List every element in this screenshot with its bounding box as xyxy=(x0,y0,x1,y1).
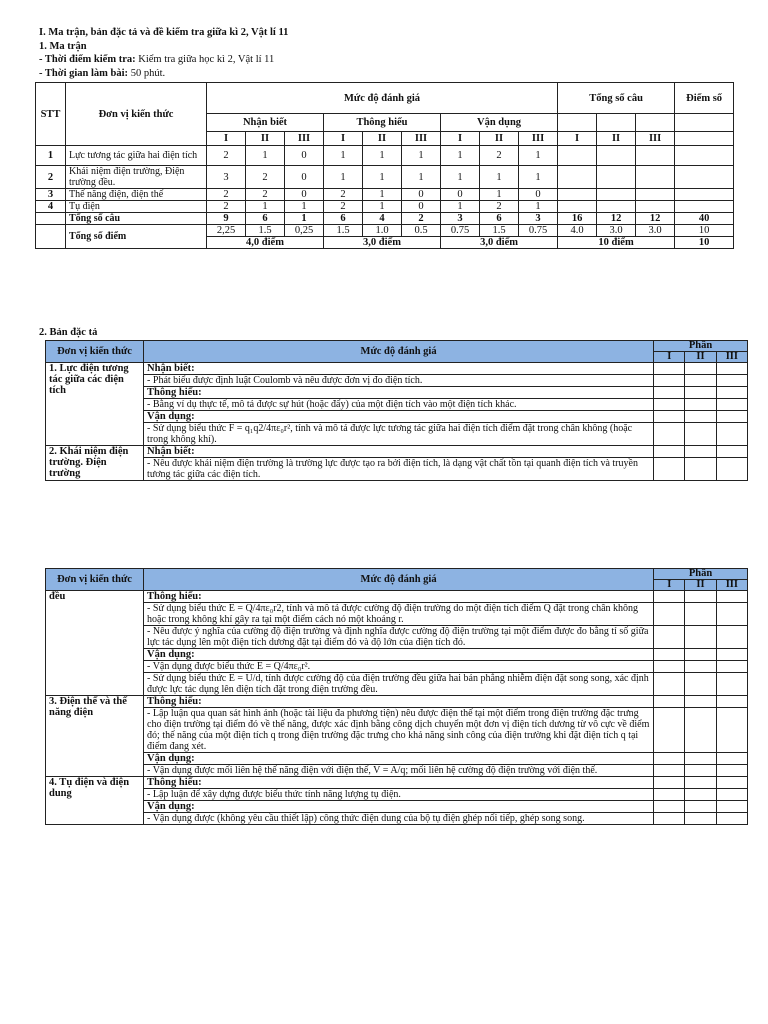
matrix-row-value: 1 xyxy=(324,166,363,189)
spec-part-cell xyxy=(685,375,716,387)
matrix-empty-cell xyxy=(675,189,734,201)
spec-part-cell xyxy=(685,789,716,801)
matrix-empty-cell xyxy=(636,114,675,132)
matrix-empty-cell xyxy=(675,166,734,189)
spec-part-cell xyxy=(654,789,685,801)
matrix-score-sum-th: 3,0 điểm xyxy=(324,237,441,249)
spec-level-label: Vận dụng: xyxy=(144,411,654,423)
spec-part-cell xyxy=(685,603,716,626)
spec-row xyxy=(46,363,748,375)
matrix-empty-cell xyxy=(36,213,66,225)
spec-unit-cell: 4. Tụ điện và điện dung xyxy=(46,777,144,825)
spec-header-roman: I xyxy=(654,352,685,363)
matrix-total-q: 3 xyxy=(519,213,558,225)
spec-part-cell xyxy=(654,375,685,387)
matrix-roman: II xyxy=(363,132,402,146)
matrix-header-stt: STT xyxy=(36,83,66,146)
spec-part-cell xyxy=(654,626,685,649)
spec-part-cell xyxy=(685,661,716,673)
exam-duration-value: 50 phút. xyxy=(128,67,166,79)
matrix-roman: II xyxy=(480,132,519,146)
document-header xyxy=(39,26,288,80)
spec-description: - Lập luận qua quan sát hình ảnh (hoặc tài liệu đa phương tiện) nêu được điện thế tại một điểm trong điện trường đặc trưng cho điện trường tại điểm đó về thế năng, được xác định bằng công dịch chuyển một đơn vị điện tích dương từ vô cực về điểm đó; thế năng của một điện tích q trong điện trường đặc trưng cho khả năng sinh công của điện trường khi đặt điện tích q tại điểm đang xét. xyxy=(144,708,654,753)
spec-part-cell xyxy=(716,411,747,423)
matrix-empty-cell xyxy=(558,114,597,132)
spec-row xyxy=(46,777,748,789)
matrix-total-score-label: Tổng số điểm xyxy=(66,225,207,249)
matrix-row-value: 1 xyxy=(363,166,402,189)
spec-row xyxy=(46,399,748,411)
matrix-total-q: 12 xyxy=(636,213,675,225)
spec-table-1 xyxy=(45,340,748,481)
spec-part-cell xyxy=(654,591,685,603)
matrix-roman: I xyxy=(207,132,246,146)
matrix-total-q: 1 xyxy=(285,213,324,225)
matrix-roman: II xyxy=(246,132,285,146)
matrix-row-value: 0 xyxy=(441,189,480,201)
matrix-row-value: 2 xyxy=(480,201,519,213)
spec-row xyxy=(46,789,748,801)
matrix-roman: I xyxy=(558,132,597,146)
spec-part-cell xyxy=(716,591,747,603)
spec-part-cell xyxy=(654,765,685,777)
spec-description: - Sử dụng biểu thức F = q₁q2/4πε₀r², tính và mô tả được lực tương tác giữa hai điện tích điểm đặt trong chân không (hoặc trong không khí). xyxy=(144,423,654,446)
spec-header-level: Mức độ đánh giá xyxy=(144,341,654,363)
matrix-table xyxy=(35,82,734,249)
matrix-total-q: 9 xyxy=(207,213,246,225)
matrix-roman: II xyxy=(597,132,636,146)
matrix-row-value: 2 xyxy=(207,189,246,201)
matrix-row-value: 2 xyxy=(207,146,246,166)
spec-description: - Nêu được khái niệm điện trường là trường lực được tạo ra bởi điện tích, là dạng vật chất tồn tại quanh điện tích và truyền tương tác giữa các điện tích. xyxy=(144,458,654,481)
matrix-row-value: 2 xyxy=(246,166,285,189)
spec-description: - Sử dụng biểu thức E = U/d, tính được cường độ của điện trường đều giữa hai bản phẳng nhiễm điện đặt song song, xác định được lực tác dụng lên điện tích đặt trong điện trường đều. xyxy=(144,673,654,696)
spec-part-cell xyxy=(716,801,747,813)
spec-part-cell xyxy=(685,591,716,603)
matrix-row xyxy=(36,166,734,189)
spec-table-2-body xyxy=(46,591,748,825)
matrix-empty-cell xyxy=(675,132,734,146)
matrix-row-value: 1 xyxy=(402,166,441,189)
matrix-row xyxy=(36,201,734,213)
spec-header-roman: I xyxy=(654,580,685,591)
matrix-row-unit: Thế năng điện, điện thế xyxy=(66,189,207,201)
matrix-row xyxy=(36,146,734,166)
matrix-roman: I xyxy=(324,132,363,146)
spec-part-cell xyxy=(654,399,685,411)
matrix-total-q: 6 xyxy=(246,213,285,225)
spec-row xyxy=(46,661,748,673)
spec-row xyxy=(46,591,748,603)
spec-header-roman: II xyxy=(685,352,716,363)
matrix-score: 1.5 xyxy=(324,225,363,237)
spec-row xyxy=(46,446,748,458)
spec-description: - Lập luận để xây dựng được biểu thức tính năng lượng tụ điện. xyxy=(144,789,654,801)
matrix-row-value: 1 xyxy=(246,146,285,166)
spec-part-cell xyxy=(654,696,685,708)
spec-row xyxy=(46,411,748,423)
spec-description: - Sử dụng biểu thức E = Q/4πε₀r2, tính và mô tả được cường độ điện trường do một điện tích điểm Q đặt trong chân không hoặc trong không khí gây ra tại một điểm cách nó một khoảng r. xyxy=(144,603,654,626)
matrix-empty-cell xyxy=(558,146,597,166)
spec-header-part: Phần xyxy=(654,341,748,352)
exam-time-line xyxy=(39,53,288,67)
matrix-data-rows xyxy=(36,146,734,213)
spec-unit-cell: 1. Lực điện tương tác giữa các điện tích xyxy=(46,363,144,446)
spec-part-cell xyxy=(716,673,747,696)
matrix-row-stt: 2 xyxy=(36,166,66,189)
spec-part-cell xyxy=(716,753,747,765)
spec-part-cell xyxy=(685,626,716,649)
spec-part-cell xyxy=(654,753,685,765)
matrix-row-value: 2 xyxy=(324,201,363,213)
matrix-empty-cell xyxy=(675,114,734,132)
spec-unit-cell: đều xyxy=(46,591,144,696)
matrix-score: 10 xyxy=(675,225,734,237)
matrix-total-q: 2 xyxy=(402,213,441,225)
spec-part-cell xyxy=(685,813,716,825)
spec-part-cell xyxy=(654,708,685,753)
spec-description: - Phát biểu được định luật Coulomb và nêu được đơn vị đo điện tích. xyxy=(144,375,654,387)
matrix-empty-cell xyxy=(636,146,675,166)
matrix-empty-cell xyxy=(675,146,734,166)
matrix-row-value: 1 xyxy=(324,146,363,166)
spec-level-label: Vận dụng: xyxy=(144,801,654,813)
spec-part-cell xyxy=(716,661,747,673)
matrix-row-value: 2 xyxy=(480,146,519,166)
section-2-title: 2. Bản đặc tả xyxy=(39,327,98,338)
matrix-header-score: Điểm số xyxy=(675,83,734,114)
spec-part-cell xyxy=(716,777,747,789)
matrix-empty-cell xyxy=(597,189,636,201)
spec-header-roman: II xyxy=(685,580,716,591)
spec-table-2 xyxy=(45,568,748,825)
spec-part-cell xyxy=(654,673,685,696)
matrix-row-value: 0 xyxy=(519,189,558,201)
matrix-score: 3.0 xyxy=(636,225,675,237)
matrix-row-stt: 1 xyxy=(36,146,66,166)
spec-part-cell xyxy=(685,423,716,446)
spec-part-cell xyxy=(685,411,716,423)
spec-row xyxy=(46,765,748,777)
matrix-score-sum-final: 10 xyxy=(675,237,734,249)
matrix-score: 3.0 xyxy=(597,225,636,237)
matrix-row-value: 1 xyxy=(441,201,480,213)
matrix-row-value: 0 xyxy=(402,189,441,201)
spec-part-cell xyxy=(716,423,747,446)
matrix-empty-cell xyxy=(636,189,675,201)
spec-row xyxy=(46,423,748,446)
spec-part-cell xyxy=(654,649,685,661)
document-title: I. Ma trận, bản đặc tả và đề kiểm tra giữa kì 2, Vật lí 11 xyxy=(39,27,289,38)
matrix-empty-cell xyxy=(558,166,597,189)
spec-part-cell xyxy=(685,696,716,708)
matrix-header-thong-hieu: Thông hiểu xyxy=(324,114,441,132)
spec-description: - Nêu được ý nghĩa của cường độ điện trường và định nghĩa được cường độ điện trường tại một điểm được đo bằng tỉ số giữa lực tác dụng lên một điện tích dương đặt tại điểm đó và độ lớn của điện tích đó. xyxy=(144,626,654,649)
matrix-row-value: 3 xyxy=(207,166,246,189)
spec-part-cell xyxy=(685,708,716,753)
matrix-row-value: 1 xyxy=(363,189,402,201)
matrix-row-value: 0 xyxy=(285,189,324,201)
spec-part-cell xyxy=(654,603,685,626)
matrix-row-value: 1 xyxy=(519,166,558,189)
matrix-row-value: 1 xyxy=(480,166,519,189)
matrix-total-q: 40 xyxy=(675,213,734,225)
spec-part-cell xyxy=(654,423,685,446)
spec-part-cell xyxy=(716,813,747,825)
spec-part-cell xyxy=(685,777,716,789)
spec-part-cell xyxy=(654,446,685,458)
spec-part-cell xyxy=(654,813,685,825)
matrix-row-value: 1 xyxy=(480,189,519,201)
matrix-row-value: 1 xyxy=(519,201,558,213)
spec-part-cell xyxy=(716,789,747,801)
spec-part-cell xyxy=(716,399,747,411)
spec-level-label: Thông hiểu: xyxy=(144,696,654,708)
matrix-row-value: 1 xyxy=(441,146,480,166)
matrix-empty-cell xyxy=(597,201,636,213)
spec-header-part: Phần xyxy=(654,569,748,580)
matrix-score: 0.75 xyxy=(441,225,480,237)
spec-part-cell xyxy=(685,649,716,661)
matrix-roman: III xyxy=(285,132,324,146)
matrix-header-unit: Đơn vị kiến thức xyxy=(66,83,207,146)
spec-unit-cell: 3. Điện thế và thế năng điện xyxy=(46,696,144,777)
matrix-row-unit: Lực tương tác giữa hai điện tích xyxy=(66,146,207,166)
spec-part-cell xyxy=(716,765,747,777)
spec-description: - Bằng ví dụ thực tế, mô tả được sự hút (hoặc đẩy) của một điện tích vào một điện tích khác. xyxy=(144,399,654,411)
matrix-total-q: 4 xyxy=(363,213,402,225)
spec-row xyxy=(46,603,748,626)
spec-level-label: Thông hiểu: xyxy=(144,591,654,603)
matrix-score-sum-total: 10 điểm xyxy=(558,237,675,249)
exam-duration-line xyxy=(39,67,288,81)
matrix-row-value: 1 xyxy=(441,166,480,189)
spec-level-label: Nhận biết: xyxy=(144,446,654,458)
matrix-total-q: 6 xyxy=(324,213,363,225)
matrix-row-value: 1 xyxy=(285,201,324,213)
spec-part-cell xyxy=(716,387,747,399)
spec-part-cell xyxy=(685,458,716,481)
spec-unit-cell: 2. Khái niệm điện trường. Điện trường xyxy=(46,446,144,481)
spec-header-roman: III xyxy=(716,580,747,591)
matrix-score: 0.75 xyxy=(519,225,558,237)
matrix-header-level: Mức độ đánh giá xyxy=(207,83,558,114)
matrix-row-value: 1 xyxy=(246,201,285,213)
matrix-empty-cell xyxy=(597,114,636,132)
spec-level-label: Thông hiểu: xyxy=(144,777,654,789)
exam-duration-label: - Thời gian làm bài: xyxy=(39,67,129,79)
spec-part-cell xyxy=(654,801,685,813)
spec-part-cell xyxy=(716,626,747,649)
matrix-empty-cell xyxy=(636,166,675,189)
matrix-header-van-dung: Vận dụng xyxy=(441,114,558,132)
matrix-score: 2,25 xyxy=(207,225,246,237)
spec-row xyxy=(46,708,748,753)
spec-level-label: Vận dụng: xyxy=(144,753,654,765)
matrix-total-q: 6 xyxy=(480,213,519,225)
matrix-roman: III xyxy=(636,132,675,146)
matrix-row-unit: Khái niệm điện trường, Điện trường đều. xyxy=(66,166,207,189)
matrix-header-nhan-biet: Nhận biết xyxy=(207,114,324,132)
matrix-empty-cell xyxy=(675,201,734,213)
spec-part-cell xyxy=(654,411,685,423)
matrix-score: 1.0 xyxy=(363,225,402,237)
matrix-score: 0.5 xyxy=(402,225,441,237)
matrix-total-q: 16 xyxy=(558,213,597,225)
section-1-title: 1. Ma trận xyxy=(39,40,87,52)
spec-row xyxy=(46,458,748,481)
matrix-row xyxy=(36,189,734,201)
matrix-row-value: 2 xyxy=(207,201,246,213)
spec-part-cell xyxy=(685,753,716,765)
spec-part-cell xyxy=(716,708,747,753)
spec-part-cell xyxy=(685,801,716,813)
matrix-score: 0,25 xyxy=(285,225,324,237)
spec-header-level: Mức độ đánh giá xyxy=(144,569,654,591)
spec-part-cell xyxy=(654,363,685,375)
spec-part-cell xyxy=(716,603,747,626)
matrix-row-value: 2 xyxy=(324,189,363,201)
matrix-score: 4.0 xyxy=(558,225,597,237)
spec-part-cell xyxy=(654,777,685,789)
spec-table-1-body xyxy=(46,363,748,481)
spec-header-roman: III xyxy=(716,352,747,363)
spec-part-cell xyxy=(716,375,747,387)
spec-level-label: Thông hiểu: xyxy=(144,387,654,399)
matrix-row-value: 1 xyxy=(402,146,441,166)
spec-part-cell xyxy=(685,399,716,411)
matrix-roman: I xyxy=(441,132,480,146)
matrix-score-sum-nb: 4,0 điểm xyxy=(207,237,324,249)
matrix-row-value: 0 xyxy=(402,201,441,213)
matrix-total-q: 3 xyxy=(441,213,480,225)
spec-row xyxy=(46,626,748,649)
spec-row xyxy=(46,801,748,813)
spec-row xyxy=(46,673,748,696)
matrix-row-unit: Tụ điện xyxy=(66,201,207,213)
spec-part-cell xyxy=(716,649,747,661)
matrix-empty-cell xyxy=(36,225,66,249)
matrix-header-total-questions: Tổng số câu xyxy=(558,83,675,114)
spec-description: - Vận dụng được (không yêu cầu thiết lập) công thức điện dung của bộ tụ điện ghép nối tiếp, ghép song song. xyxy=(144,813,654,825)
spec-row xyxy=(46,696,748,708)
matrix-total-q: 12 xyxy=(597,213,636,225)
spec-level-label: Nhận biết: xyxy=(144,363,654,375)
spec-row xyxy=(46,753,748,765)
matrix-empty-cell xyxy=(558,201,597,213)
matrix-empty-cell xyxy=(597,146,636,166)
spec-part-cell xyxy=(685,673,716,696)
matrix-row-stt: 3 xyxy=(36,189,66,201)
spec-part-cell xyxy=(654,661,685,673)
spec-header-unit: Đơn vị kiến thức xyxy=(46,569,144,591)
matrix-score-sum-vd: 3,0 điểm xyxy=(441,237,558,249)
spec-part-cell xyxy=(685,387,716,399)
spec-description: - Vận dụng được biểu thức E = Q/4πε₀r². xyxy=(144,661,654,673)
matrix-row-value: 1 xyxy=(363,146,402,166)
spec-description: - Vận dụng được mối liên hệ thế năng điện với điện thế, V = A/q; mối liên hệ cường độ điện trường với điện thế. xyxy=(144,765,654,777)
spec-part-cell xyxy=(654,458,685,481)
spec-part-cell xyxy=(654,387,685,399)
spec-part-cell xyxy=(685,446,716,458)
matrix-score: 1.5 xyxy=(480,225,519,237)
matrix-empty-cell xyxy=(558,189,597,201)
spec-part-cell xyxy=(685,363,716,375)
spec-level-label: Vận dụng: xyxy=(144,649,654,661)
matrix-empty-cell xyxy=(597,166,636,189)
exam-time-label: - Thời điểm kiểm tra: xyxy=(39,54,136,65)
matrix-score: 1.5 xyxy=(246,225,285,237)
spec-part-cell xyxy=(716,363,747,375)
spec-part-cell xyxy=(716,446,747,458)
matrix-empty-cell xyxy=(636,201,675,213)
exam-time-value: Kiểm tra giữa học kì 2, Vật lí 11 xyxy=(135,54,275,65)
matrix-row-value: 1 xyxy=(363,201,402,213)
spec-row xyxy=(46,375,748,387)
matrix-row-stt: 4 xyxy=(36,201,66,213)
matrix-roman: III xyxy=(402,132,441,146)
matrix-row-value: 0 xyxy=(285,166,324,189)
matrix-total-questions-label: Tổng số câu xyxy=(66,213,207,225)
matrix-row-value: 1 xyxy=(519,146,558,166)
spec-part-cell xyxy=(685,765,716,777)
spec-row xyxy=(46,387,748,399)
spec-header-unit: Đơn vị kiến thức xyxy=(46,341,144,363)
spec-row xyxy=(46,813,748,825)
matrix-row-value: 0 xyxy=(285,146,324,166)
spec-part-cell xyxy=(716,458,747,481)
spec-row xyxy=(46,649,748,661)
matrix-roman: III xyxy=(519,132,558,146)
matrix-row-value: 2 xyxy=(246,189,285,201)
spec-part-cell xyxy=(716,696,747,708)
